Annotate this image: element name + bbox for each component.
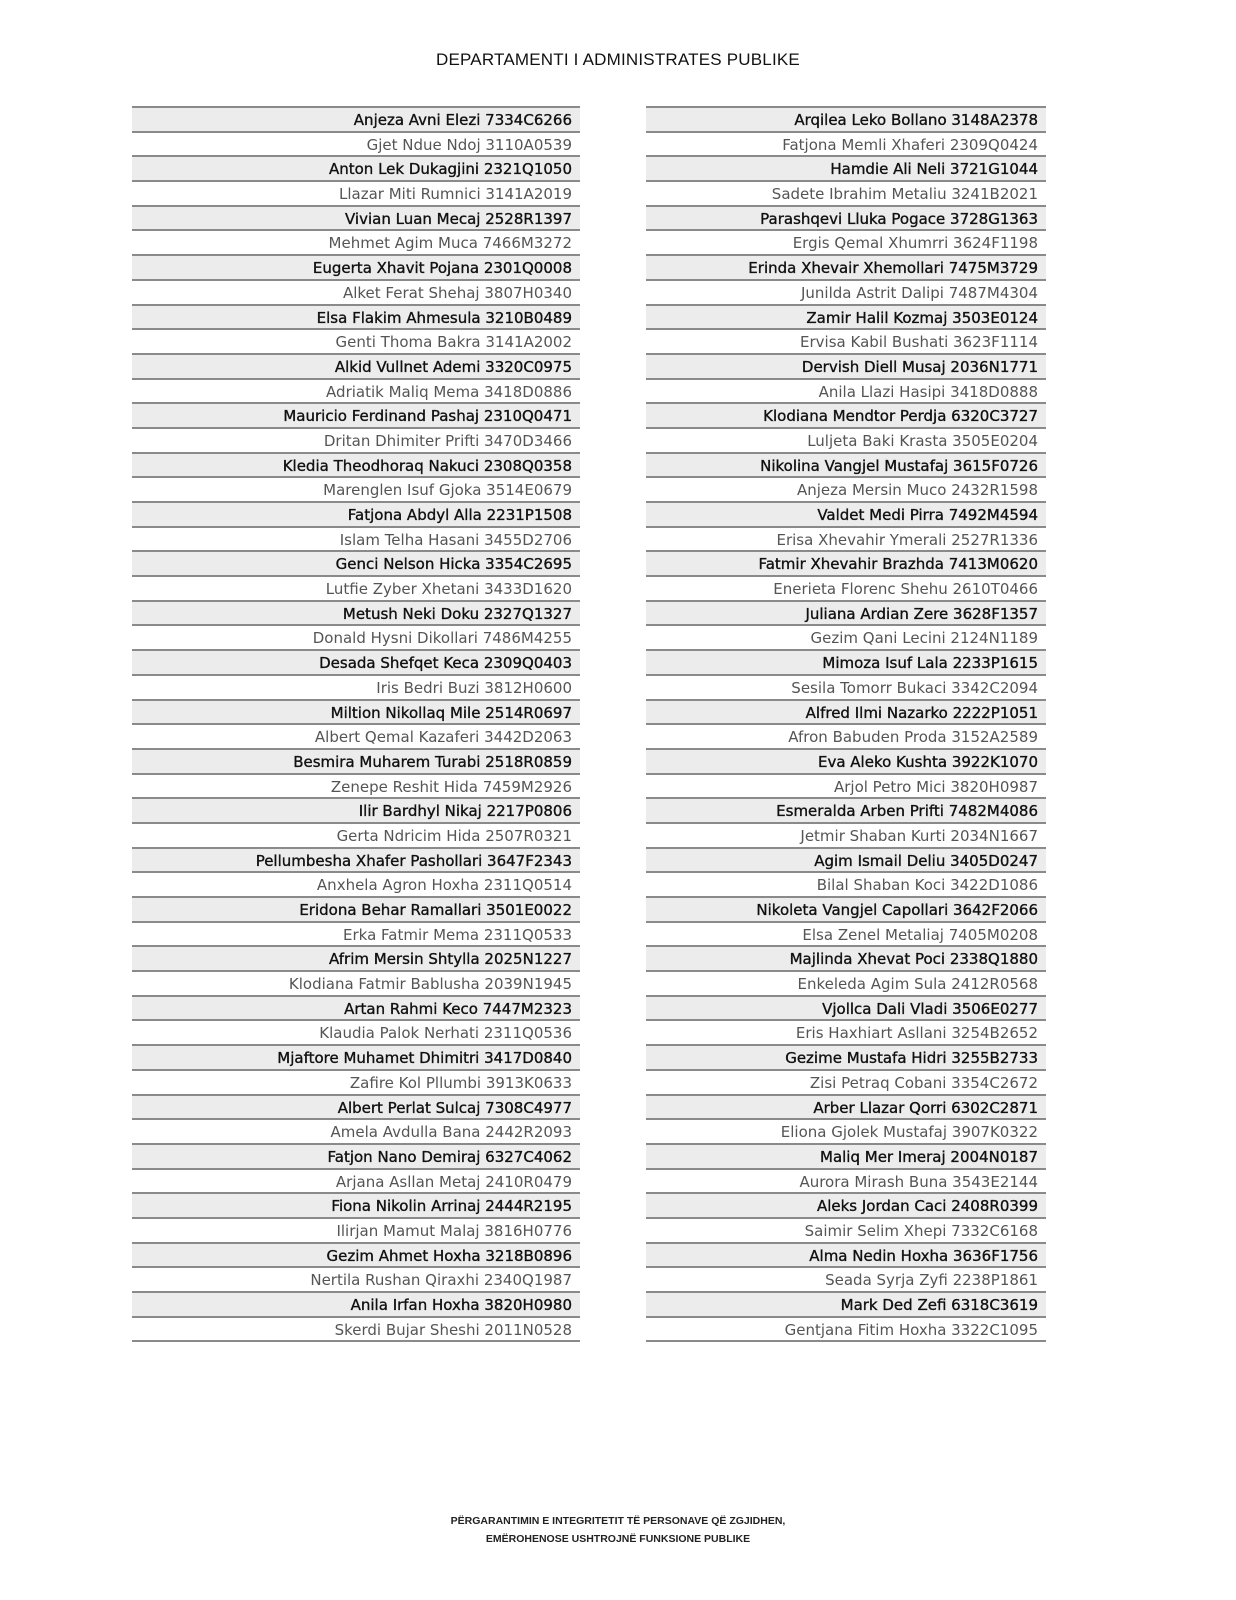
list-item: Artan Rahmi Keco 7447M2323 [132,997,580,1022]
list-item: Amela Avdulla Bana 2442R2093 [132,1120,580,1145]
list-item: Aleks Jordan Caci 2408R0399 [646,1194,1046,1219]
left-name-list [132,106,580,1342]
list-item: Zisi Petraq Cobani 3354C2672 [646,1071,1046,1096]
list-item: Mark Ded Zefi 6318C3619 [646,1293,1046,1318]
list-item: Alkid Vullnet Ademi 3320C0975 [132,355,580,380]
list-item: Alket Ferat Shehaj 3807H0340 [132,281,580,306]
list-item: Afrim Mersin Shtylla 2025N1227 [132,947,580,972]
list-item: Bilal Shaban Koci 3422D1086 [646,873,1046,898]
list-item: Iris Bedri Buzi 3812H0600 [132,676,580,701]
page-footer [0,1512,1236,1548]
list-item: Ilir Bardhyl Nikaj 2217P0806 [132,799,580,824]
list-item: Anxhela Agron Hoxha 2311Q0514 [132,873,580,898]
list-item: Gezim Qani Lecini 2124N1189 [646,626,1046,651]
list-item: Metush Neki Doku 2327Q1327 [132,602,580,627]
list-item: Agim Ismail Deliu 3405D0247 [646,849,1046,874]
list-item: Saimir Selim Xhepi 7332C6168 [646,1219,1046,1244]
list-item: Dritan Dhimiter Prifti 3470D3466 [132,429,580,454]
list-item: Parashqevi Lluka Pogace 3728G1363 [646,207,1046,232]
list-item: Anila Llazi Hasipi 3418D0888 [646,380,1046,405]
list-item: Ervisa Kabil Bushati 3623F1114 [646,330,1046,355]
list-item: Hamdie Ali Neli 3721G1044 [646,157,1046,182]
list-item: Ergis Qemal Xhumrri 3624F1198 [646,231,1046,256]
list-item: Erisa Xhevahir Ymerali 2527R1336 [646,528,1046,553]
list-item: Juliana Ardian Zere 3628F1357 [646,602,1046,627]
list-item: Miltion Nikollaq Mile 2514R0697 [132,701,580,726]
list-item: Nertila Rushan Qiraxhi 2340Q1987 [132,1268,580,1293]
list-item: Mimoza Isuf Lala 2233P1615 [646,651,1046,676]
list-item: Sadete Ibrahim Metaliu 3241B2021 [646,182,1046,207]
list-item: Arjana Asllan Metaj 2410R0479 [132,1170,580,1195]
list-item: Enerieta Florenc Shehu 2610T0466 [646,577,1046,602]
list-item: Genti Thoma Bakra 3141A2002 [132,330,580,355]
list-item: Mauricio Ferdinand Pashaj 2310Q0471 [132,404,580,429]
list-item: Aurora Mirash Buna 3543E2144 [646,1170,1046,1195]
list-item: Dervish Diell Musaj 2036N1771 [646,355,1046,380]
list-item: Marenglen Isuf Gjoka 3514E0679 [132,478,580,503]
list-item: Anjeza Mersin Muco 2432R1598 [646,478,1046,503]
list-item: Sesila Tomorr Bukaci 3342C2094 [646,676,1046,701]
list-item: Eliona Gjolek Mustafaj 3907K0322 [646,1120,1046,1145]
list-item: Eva Aleko Kushta 3922K1070 [646,750,1046,775]
list-item: Albert Perlat Sulcaj 7308C4977 [132,1096,580,1121]
list-item: Zafire Kol Pllumbi 3913K0633 [132,1071,580,1096]
list-item: Afron Babuden Proda 3152A2589 [646,725,1046,750]
list-item: Llazar Miti Rumnici 3141A2019 [132,182,580,207]
list-item: Junilda Astrit Dalipi 7487M4304 [646,281,1046,306]
list-item: Gerta Ndricim Hida 2507R0321 [132,824,580,849]
list-item: Zamir Halil Kozmaj 3503E0124 [646,306,1046,331]
list-item: Eris Haxhiart Asllani 3254B2652 [646,1021,1046,1046]
list-item: Desada Shefqet Keca 2309Q0403 [132,651,580,676]
list-item: Nikoleta Vangjel Capollari 3642F2066 [646,898,1046,923]
list-item: Vivian Luan Mecaj 2528R1397 [132,207,580,232]
list-item: Besmira Muharem Turabi 2518R0859 [132,750,580,775]
list-item: Enkeleda Agim Sula 2412R0568 [646,972,1046,997]
list-item: Eugerta Xhavit Pojana 2301Q0008 [132,256,580,281]
list-item: Valdet Medi Pirra 7492M4594 [646,503,1046,528]
list-item: Fatjon Nano Demiraj 6327C4062 [132,1145,580,1170]
list-item: Arqilea Leko Bollano 3148A2378 [646,108,1046,133]
list-item: Eridona Behar Ramallari 3501E0022 [132,898,580,923]
list-item: Erka Fatmir Mema 2311Q0533 [132,923,580,948]
list-item: Fatmir Xhevahir Brazhda 7413M0620 [646,552,1046,577]
list-item: Mjaftore Muhamet Dhimitri 3417D0840 [132,1046,580,1071]
list-item: Luljeta Baki Krasta 3505E0204 [646,429,1046,454]
page-title: DEPARTAMENTI I ADMINISTRATES PUBLIKE [436,50,800,69]
list-item: Ilirjan Mamut Malaj 3816H0776 [132,1219,580,1244]
list-item: Lutfie Zyber Xhetani 3433D1620 [132,577,580,602]
list-item: Klodiana Fatmir Bablusha 2039N1945 [132,972,580,997]
list-item: Elsa Zenel Metaliaj 7405M0208 [646,923,1046,948]
list-item: Esmeralda Arben Prifti 7482M4086 [646,799,1046,824]
list-item: Genci Nelson Hicka 3354C2695 [132,552,580,577]
list-item: Fatjona Memli Xhaferi 2309Q0424 [646,133,1046,158]
list-item: Gezim Ahmet Hoxha 3218B0896 [132,1244,580,1269]
list-item: Klaudia Palok Nerhati 2311Q0536 [132,1021,580,1046]
list-item: Mehmet Agim Muca 7466M3272 [132,231,580,256]
list-item: Zenepe Reshit Hida 7459M2926 [132,775,580,800]
list-item: Vjollca Dali Vladi 3506E0277 [646,997,1046,1022]
right-name-list [646,106,1046,1342]
footer-line-2: EMËROHENOSE USHTROJNË FUNKSIONE PUBLIKE [485,1533,751,1545]
list-item: Gezime Mustafa Hidri 3255B2733 [646,1046,1046,1071]
list-item: Pellumbesha Xhafer Pashollari 3647F2343 [132,849,580,874]
list-item: Gjet Ndue Ndoj 3110A0539 [132,133,580,158]
list-item: Kledia Theodhoraq Nakuci 2308Q0358 [132,454,580,479]
list-item: Skerdi Bujar Sheshi 2011N0528 [132,1318,580,1343]
list-item: Jetmir Shaban Kurti 2034N1667 [646,824,1046,849]
list-item: Fiona Nikolin Arrinaj 2444R2195 [132,1194,580,1219]
list-item: Fatjona Abdyl Alla 2231P1508 [132,503,580,528]
list-item: Anjeza Avni Elezi 7334C6266 [132,108,580,133]
list-item: Gentjana Fitim Hoxha 3322C1095 [646,1318,1046,1343]
list-item: Majlinda Xhevat Poci 2338Q1880 [646,947,1046,972]
list-item: Arjol Petro Mici 3820H0987 [646,775,1046,800]
list-item: Elsa Flakim Ahmesula 3210B0489 [132,306,580,331]
list-item: Alfred Ilmi Nazarko 2222P1051 [646,701,1046,726]
list-item: Maliq Mer Imeraj 2004N0187 [646,1145,1046,1170]
list-item: Nikolina Vangjel Mustafaj 3615F0726 [646,454,1046,479]
list-item: Albert Qemal Kazaferi 3442D2063 [132,725,580,750]
list-item: Adriatik Maliq Mema 3418D0886 [132,380,580,405]
list-item: Anton Lek Dukagjini 2321Q1050 [132,157,580,182]
list-item: Klodiana Mendtor Perdja 6320C3727 [646,404,1046,429]
list-item: Donald Hysni Dikollari 7486M4255 [132,626,580,651]
footer-line-1: PËRGARANTIMIN E INTEGRITETIT TË PERSONAVE QË ZGJIDHEN, [450,1515,786,1527]
list-item: Erinda Xhevair Xhemollari 7475M3729 [646,256,1046,281]
list-item: Anila Irfan Hoxha 3820H0980 [132,1293,580,1318]
list-item: Alma Nedin Hoxha 3636F1756 [646,1244,1046,1269]
list-item: Arber Llazar Qorri 6302C2871 [646,1096,1046,1121]
list-item: Seada Syrja Zyfi 2238P1861 [646,1268,1046,1293]
list-item: Islam Telha Hasani 3455D2706 [132,528,580,553]
